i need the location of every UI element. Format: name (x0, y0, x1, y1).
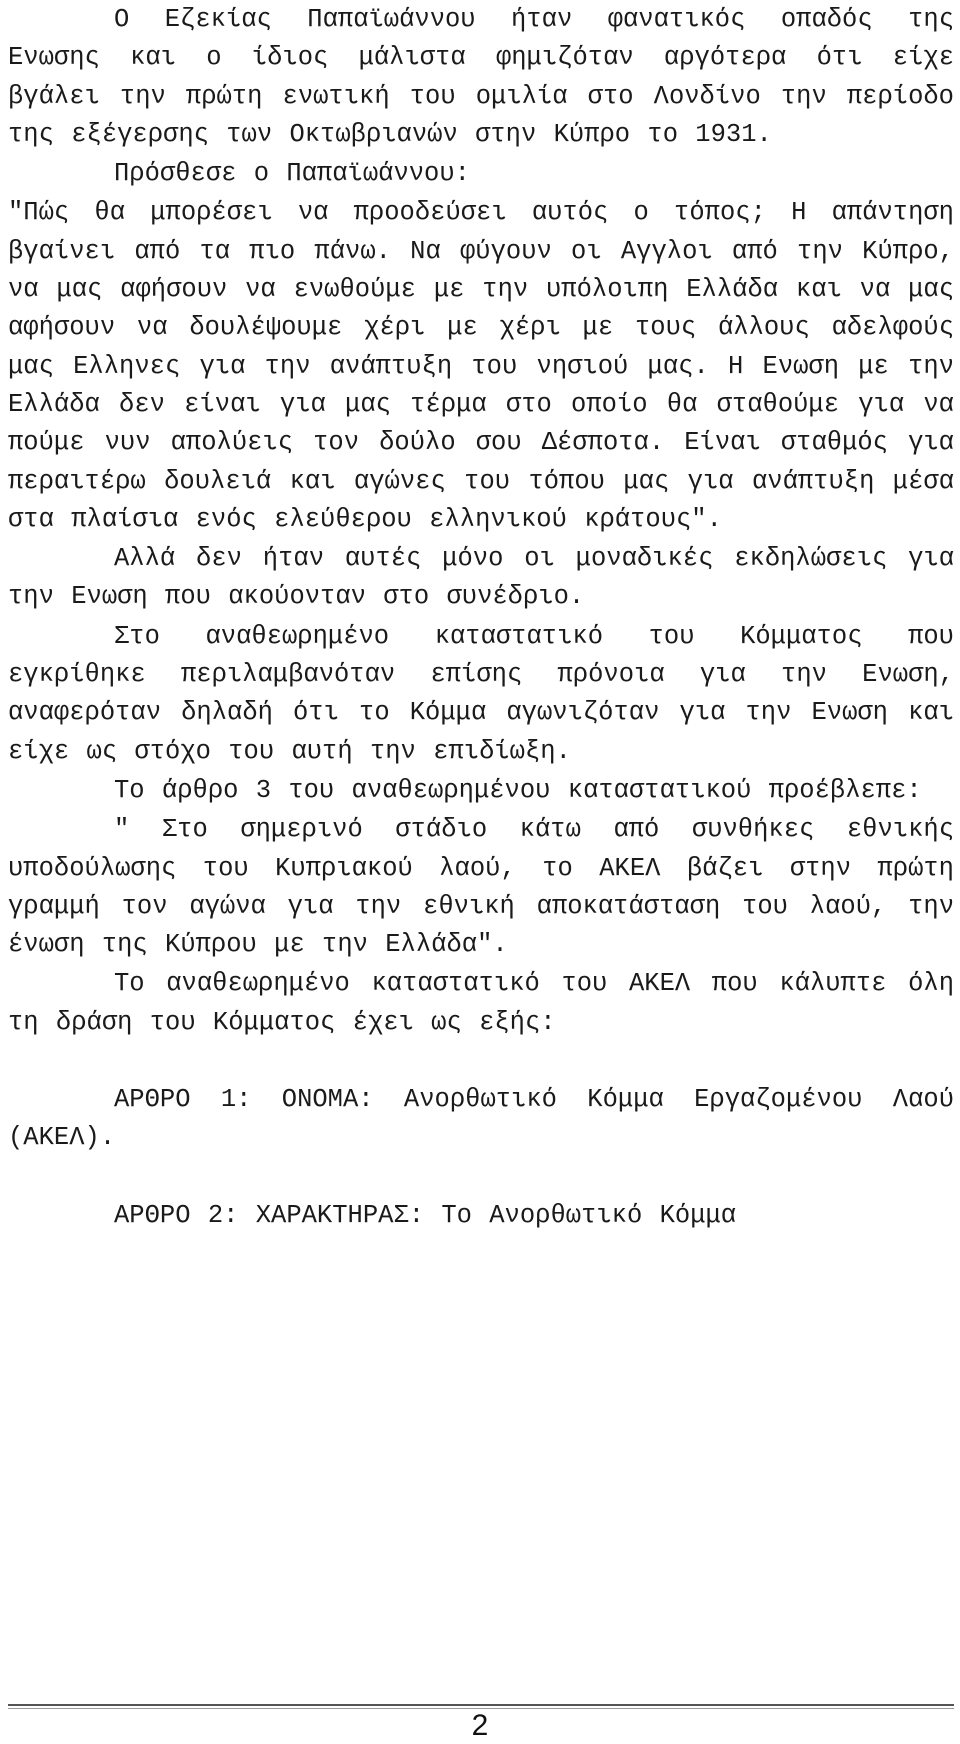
paragraph-statute-coverage: Το αναθεωρημένο καταστατικό του ΑΚΕΛ που κάλυπτε όλη τη δράση του Κόμματος έχει ως εξής: (8, 969, 954, 1037)
paragraph-revised-statute: Στο αναθεωρημένο καταστατικό του Κόμματος που εγκρίθηκε περιλαμβανόταν επίσης πρόνοια για την Ενωση, αναφερόταν δηλαδή ότι το Κόμμα αγωνιζόταν για την Ενωση και είχε ως στόχο του αυτή την επιδίωξη. (8, 621, 954, 766)
paragraph-article-1: ΑΡΘΡΟ 1: ΟΝΟΜΑ: Ανορθωτικό Κόμμα Εργαζομένου Λαού (ΑΚΕΛ). (8, 1085, 954, 1153)
paragraph-papaioannou-intro: Ο Εζεκίας Παπαϊωάννου ήταν φανατικός οπαδός της Ενωσης και ο ίδιος μάλιστα φημιζόταν αργότερα ότι είχε βγάλει την πρώτη ενωτική του ομιλία στο Λονδίνο την περίοδο της εξέγερσης των Οκτωβριανών στην Κύπρο το 1931. (8, 5, 954, 149)
paragraph-added: Πρόσθεσε ο Παπαϊωάννου: (114, 159, 470, 189)
paragraph-article-3-intro: Το άρθρο 3 του αναθεωρημένου καταστατικού προέβλεπε: (114, 775, 922, 805)
paragraph-other-declarations: Αλλά δεν ήταν αυτές μόνο οι μοναδικές εκδηλώσεις για την Ενωση που ακούονταν στο συνέδριο. (8, 544, 954, 612)
page-number: 2 (471, 1709, 489, 1742)
paragraph-quote-progress: "Πώς θα μπορέσει να προοδεύσει αυτός ο τόπος; Η απάντηση βγαίνει από τα πιο πάνω. Να φύγουν οι Αγγλοι από την Κύπρο, να μας αφήσουν να ενωθούμε με την υπόλοιπη Ελλάδα και να μας αφήσουν να δουλέψουμε χέρι με χέρι με τους άλλους αδελφούς μας Ελληνες για την ανάπτυξη του νησιού μας. Η Ενωση με την Ελλάδα δεν είναι για μας τέρμα στο οποίο θα σταθούμε για να πούμε νυν απολύεις τον δούλο σου Δέσποτα. Είναι σταθμός για περαιτέρω δουλειά και αγώνες του τόπου μας για ανάπτυξη μέσα στα πλαίσια ενός ελεύθερου ελληνικού κράτους". (8, 198, 954, 534)
blank-line (8, 1158, 954, 1196)
paragraph-article-2: ΑΡΘΡΟ 2: ΧΑΡΑΚΤΗΡΑΣ: Το Ανορθωτικό Κόμμα (114, 1200, 737, 1230)
blank-line (8, 1042, 954, 1080)
document-page (8, 0, 954, 1235)
paragraph-article-3-quote: " Στο σημερινό στάδιο κάτω από συνθήκες εθνικής υποδούλωσης του Κυπριακού λαού, το ΑΚΕΛ βάζει στην πρώτη γραμμή τον αγώνα για την εθνική αποκατάσταση του λαού, την ένωση της Κύπρου με την Ελλάδα". (8, 815, 954, 960)
footer-rule (8, 1704, 954, 1706)
